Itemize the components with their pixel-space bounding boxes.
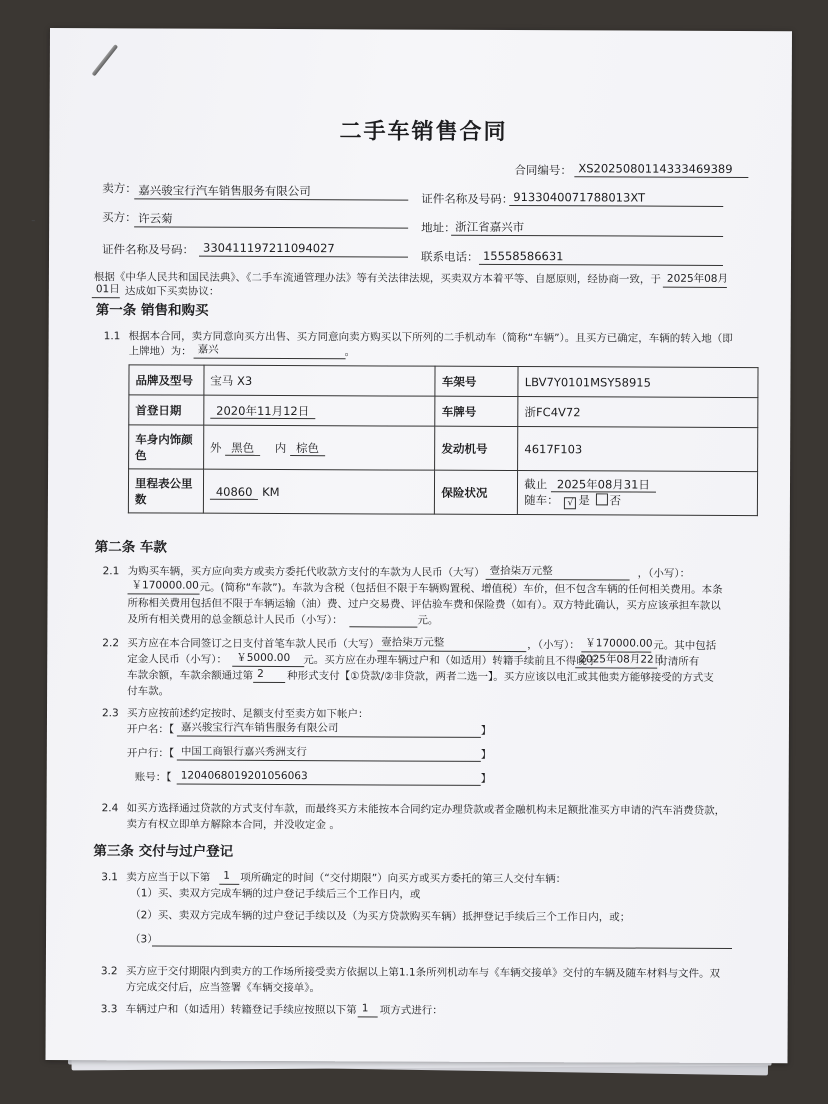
price-small: ￥170000.00 bbox=[128, 578, 200, 594]
clause-2-1-b: ，（小写）： bbox=[637, 567, 691, 580]
staple-icon bbox=[92, 44, 119, 76]
insurance-label: 保险状况 bbox=[435, 470, 518, 514]
clause-3-1-no: 3.1 bbox=[101, 871, 119, 884]
mileage-label-line2: 数 bbox=[134, 491, 147, 506]
total-amount-blank bbox=[349, 611, 417, 627]
preamble-date: 2025年08月 bbox=[663, 272, 727, 288]
seller-name: 嘉兴骏宝行汽车销售服务有限公司 bbox=[134, 183, 408, 200]
reg-date-value: 2020年11月12日 bbox=[210, 403, 315, 418]
exterior-label: 外 bbox=[210, 440, 222, 455]
clause-1-1-no: 1.1 bbox=[103, 330, 121, 343]
clause-2-1-a: 为购买车辆，买方应向卖方或卖方委托代收款方支付的车款为人民币（大写） bbox=[127, 565, 485, 579]
transfer-item: 1 bbox=[358, 1001, 378, 1017]
price-upper: 壹拾柒万元整 bbox=[486, 564, 630, 581]
clause-3-1-opt3-blank bbox=[152, 930, 732, 949]
first-payment-small: ￥170000.00 bbox=[581, 636, 651, 652]
clause-2-1-d: 所称相关费用包括但不限于车辆运输（油）费、过户交易费、评估验车费和保险费（如有）。双方特此确认，买方应该承担车款以 bbox=[127, 597, 721, 612]
color-label-line1: 车身内饰颜 bbox=[135, 431, 193, 447]
buyer-name: 许云菊 bbox=[134, 211, 408, 228]
balance-deadline: 2025年08月22日 bbox=[575, 652, 657, 668]
clause-2-2-h: 种形式支付【①贷款/②非贷款，两者二选一】。买方应该以电汇或其他卖方能够接受的方式支 bbox=[287, 670, 714, 684]
clause-3-1-a: 卖方应当于以下第 bbox=[126, 871, 211, 884]
clause-3-3-no: 3.3 bbox=[100, 1003, 118, 1016]
account-name-close: 】 bbox=[480, 724, 492, 737]
buyer-id-value: 330411197211094027 bbox=[199, 241, 408, 258]
interior-label: 内 bbox=[274, 440, 287, 455]
contract-no-label: 合同编号： bbox=[514, 163, 572, 178]
clause-1-1-end: 。 bbox=[344, 346, 356, 359]
insurance-cell bbox=[518, 471, 758, 516]
payment-method: 2 bbox=[253, 667, 285, 683]
insurance-until-label: 截止 bbox=[524, 477, 548, 492]
color-label bbox=[129, 425, 204, 469]
clause-3-1-opt1: （1）买、卖双方完成车辆的过户登记手续后三个工作日内，或 bbox=[130, 887, 421, 901]
account-bank-label: 开户行：【 bbox=[126, 747, 175, 760]
mileage-cell bbox=[203, 469, 435, 514]
clause-2-3-no: 2.3 bbox=[101, 707, 119, 720]
delivery-item: 1 bbox=[219, 869, 239, 885]
account-name-value: 嘉兴骏宝行汽车销售服务有限公司 bbox=[177, 721, 481, 738]
color-cell bbox=[203, 425, 435, 470]
insurance-with-label: 随车： bbox=[524, 493, 559, 508]
plate-value: 浙FC4V72 bbox=[518, 397, 758, 428]
preamble-day: 01日 bbox=[92, 282, 120, 298]
clause-2-4-a: 如买方选择通过贷款的方式支付车款，而最终买方未能按本合同约定办理贷款或者金融机构未足额批准买方申请的汽车消费贷款， bbox=[126, 802, 726, 817]
no-checkbox[interactable] bbox=[595, 493, 607, 505]
mileage-label-line1: 里程表公里 bbox=[134, 475, 193, 491]
clause-3-1-opt3: （3） bbox=[129, 933, 158, 946]
clause-2-2-d: 定金人民币（小写）： bbox=[127, 653, 228, 666]
clause-2-1-no: 2.1 bbox=[102, 565, 120, 578]
first-payment-upper: 壹拾柒万元整 bbox=[377, 635, 526, 652]
document-title: 二手车销售合同 bbox=[339, 119, 508, 145]
vin-label: 车架号 bbox=[435, 366, 518, 396]
article-2-heading: 第二条 车款 bbox=[94, 539, 167, 556]
reg-date-label: 首登日期 bbox=[129, 395, 204, 425]
clause-2-2-i: 付车款。 bbox=[127, 685, 170, 698]
engine-value: 4617F103 bbox=[518, 427, 758, 472]
article-1-heading: 第一条 销售和购买 bbox=[95, 302, 209, 319]
clause-2-2-e: 元。买方应在办理车辆过户和（如适用）转籍手续前且不得晚于 bbox=[303, 654, 598, 668]
deposit-amount: ￥5000.00 bbox=[232, 651, 304, 667]
vehicle-info-table bbox=[128, 364, 759, 516]
account-bank-close: 】 bbox=[480, 748, 492, 761]
clause-2-4-no: 2.4 bbox=[101, 802, 119, 815]
clause-2-1-c: 元。(简称“车款”)。车款为含税（包括但不限于车辆购置税、增值税）车价，但不包含车辆的任何相关费用。本条 bbox=[199, 581, 723, 596]
seller-id-value: 9133040071788013XT bbox=[509, 190, 723, 207]
buyer-addr-label: 地址： bbox=[421, 220, 456, 235]
buyer-label: 买方： bbox=[102, 210, 137, 225]
transfer-city: 嘉兴 bbox=[194, 343, 346, 360]
yes-label: 是 bbox=[578, 493, 590, 508]
yes-checkbox[interactable]: √ bbox=[564, 497, 576, 509]
mileage-label bbox=[128, 469, 203, 513]
contract-page bbox=[31, 28, 791, 1063]
account-no-value: 1204068019201056063 bbox=[177, 769, 481, 786]
clause-3-2-b: 方完成交付后，应当签署《车辆交接单》。 bbox=[125, 981, 321, 995]
seller-label: 卖方： bbox=[102, 181, 137, 196]
clause-3-1-opt2: （2）买、卖双方完成车辆的过户登记手续以及（为买方贷款购买车辆）抵押登记手续后三个工作日内，或； bbox=[130, 909, 631, 924]
clause-2-2-a: 买方应在本合同签订之日支付首笔车款人民币（大写） bbox=[127, 637, 380, 651]
preamble-line1: 根据《中华人民共和国民法典》、《二手车流通管理办法》等有关法律法规，买卖双方本着平等、自愿原则，经协商一致，于 bbox=[93, 271, 661, 286]
clause-3-3-a: 车辆过户和（如适用）转籍登记手续应按照以下第 bbox=[125, 1003, 357, 1017]
article-3-heading: 第三条 交付与过户登记 bbox=[93, 843, 234, 860]
brand-value: 宝马 X3 bbox=[204, 365, 436, 396]
clause-2-1-f: 元。 bbox=[417, 614, 439, 627]
clause-3-2-a: 买方应于交付期限内到卖方的工作场所接受卖方依据以上第1.1条所列机动车与《车辆交接单》交付的车辆及随车材料与文件。双 bbox=[125, 965, 721, 980]
buyer-addr-value: 浙江省嘉兴市 bbox=[451, 220, 723, 237]
clause-3-2-no: 3.2 bbox=[100, 965, 118, 978]
clause-2-2-f: 付清所有 bbox=[657, 655, 700, 668]
preamble-line2: 达成如下买卖协议： bbox=[124, 285, 220, 298]
clause-1-1-text: 根据本合同，卖方同意向买方出售、买方同意向卖方购买以下所列的二手机动车（简称“车辆”）。且买方已确定，车辆的转入地（即 bbox=[128, 330, 733, 345]
seller-id-label: 证件名称及号码： bbox=[421, 191, 514, 207]
exterior-color: 黑色 bbox=[225, 440, 260, 455]
mileage-value: 40860 bbox=[210, 484, 259, 499]
clause-2-1-e: 及所有相关费用的总金额总计人民币（小写）： bbox=[127, 613, 343, 627]
clause-2-4-b: 卖方有权立即单方解除本合同，并没收定金 。 bbox=[126, 818, 340, 832]
color-label-line2: 色 bbox=[135, 447, 147, 462]
contract-no-value: XS20250801143334693​89 bbox=[574, 161, 748, 178]
clause-3-3-b: 项方式进行： bbox=[379, 1004, 443, 1017]
no-label: 否 bbox=[609, 493, 622, 508]
brand-label: 品牌及型号 bbox=[129, 365, 204, 395]
clause-2-2-c: 元。其中包括 bbox=[653, 639, 717, 652]
account-no-label: 账号：【 bbox=[134, 771, 172, 784]
clause-3-1-b: 项所确定的时间（“交付期限”）向买方或买方委托的第三人交付车辆： bbox=[240, 871, 567, 886]
mileage-unit: KM bbox=[262, 484, 280, 499]
margin-mark: - bbox=[31, 212, 36, 227]
clause-1-1-text2: 上牌地）为： bbox=[128, 345, 192, 358]
interior-color: 棕色 bbox=[290, 441, 325, 456]
account-no-close: 】 bbox=[480, 772, 492, 785]
clause-2-2-g: 车款余额，车款余额通过第 bbox=[127, 669, 254, 682]
buyer-phone-label: 联系电话： bbox=[420, 249, 479, 264]
engine-label: 发动机号 bbox=[435, 426, 518, 470]
clause-2-3-text: 买方应按前述约定按时、足额支付至卖方如下帐户： bbox=[126, 707, 369, 721]
clause-2-2-b: ，（小写）： bbox=[527, 639, 580, 652]
vin-value: LBV7Y0101MSY58915 bbox=[518, 367, 758, 398]
reg-date-cell bbox=[204, 395, 436, 426]
insurance-until-date: 2025年08月31日 bbox=[551, 477, 656, 492]
buyer-phone-value: 15558586631 bbox=[479, 249, 723, 266]
plate-label: 车牌号 bbox=[435, 396, 518, 426]
account-bank-value: 中国工商银行嘉兴秀洲支行 bbox=[177, 745, 481, 762]
account-name-label: 开户名：【 bbox=[126, 723, 175, 736]
clause-2-2-no: 2.2 bbox=[102, 637, 120, 650]
buyer-id-label: 证件名称及号码： bbox=[102, 242, 195, 257]
